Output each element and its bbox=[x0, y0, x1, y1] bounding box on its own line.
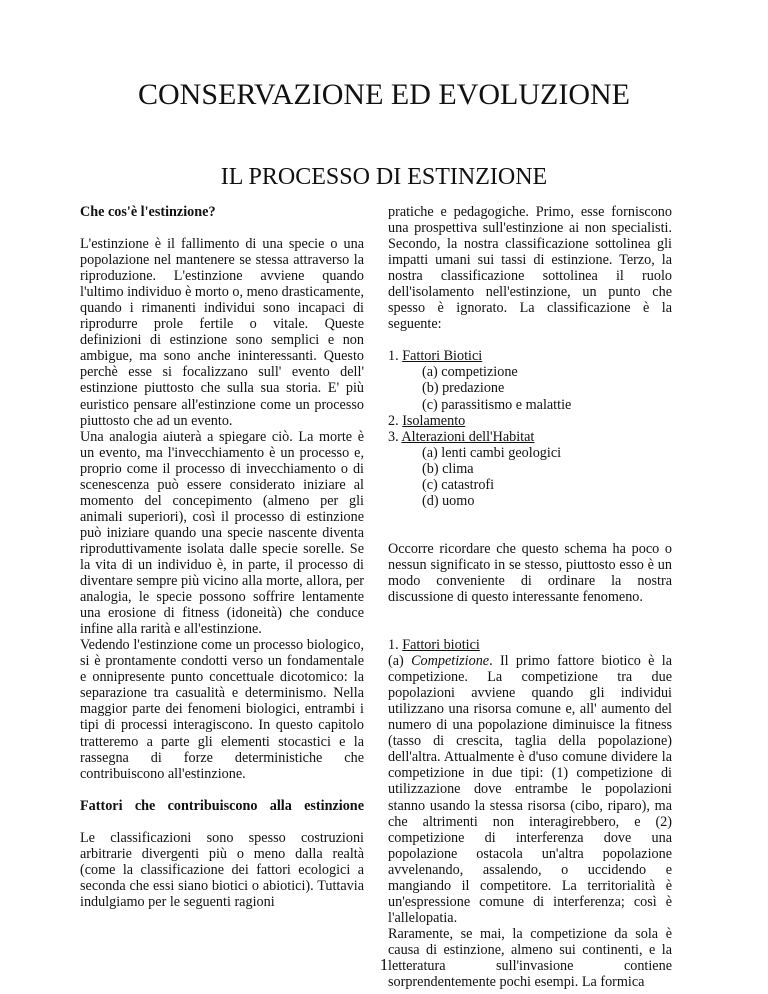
section-heading-what-is-extinction: Che cos'è l'estinzione? bbox=[80, 204, 216, 220]
list-subitem: (b) clima bbox=[422, 460, 474, 477]
page-number: 1 bbox=[379, 955, 389, 974]
list-item-label: Fattori Biotici bbox=[402, 348, 483, 365]
list-subitem: (d) uomo bbox=[422, 492, 475, 509]
subsection-label: (a) bbox=[388, 653, 412, 670]
list-number: 3. bbox=[388, 428, 402, 445]
list-item bbox=[388, 413, 672, 429]
section-heading-factors: Fattori che contribuiscono alla estinzione bbox=[80, 797, 364, 814]
classification-list bbox=[388, 348, 672, 508]
section-heading-label: Fattori biotici bbox=[402, 637, 480, 654]
list-subitem: (a) lenti cambi geologici bbox=[422, 444, 562, 461]
document-title: CONSERVAZIONE ED EVOLUZIONE bbox=[138, 78, 630, 111]
list-subitem: (c) catastrofi bbox=[422, 476, 495, 493]
list-number: 2. bbox=[388, 412, 403, 429]
section-heading-biotic bbox=[388, 637, 672, 653]
section-number: 1. bbox=[388, 637, 403, 654]
list-item bbox=[388, 348, 672, 364]
paragraph-competition-text: . Il primo fattore biotico è la competizione. La competizione tra due popolazioni avviene quando gli individui utilizzano una risorsa comune e, all' aumento del numero di una popolazione diminuisce la fitness (tasso di crescita, taglia della popolazione) dell'altra. Attualmente è d'uso comune dividere la competizione in due tipi: (1) competizione di utilizzazione dove entrambe le popolazioni stanno usando la stessa risorsa (cibo, riparo), ma che altrimenti non interagirebbero, e (2) competizione di interferenza dove una popolazione ostacola un'altra popolazione avvelenando, assalendo, o uccidendo e mangiando il competitore. La territorialità è un'espressione comune di interferenza; così è l'allelopatia. bbox=[388, 653, 673, 926]
paragraph-competition bbox=[388, 653, 672, 926]
paragraph-biological-process: Vedendo l'estinzione come un processo biologico, si è prontamente condotti verso un fondamentale e onnipresente punto concettuale dicotomico: la separazione tra casualità e determinismo. Nella maggior parte dei fenomeni biologici, entrambi i tipi di processi interagiscono. In questo capitolo tratteremo a parte gli elementi stocastici e la rassegna di forze deterministiche che contribuiscono all'estinzione. bbox=[80, 637, 364, 782]
list-subitem: (b) predazione bbox=[422, 380, 505, 397]
list-item bbox=[388, 429, 672, 445]
paragraph-reasons: pratiche e pedagogiche. Primo, esse forniscono una prospettiva sull'estinzione ai non specialisti. Secondo, la nostra classificazione sottolinea gli impatti umani sui tassi di estinzione. Terzo, la nostra classificazione sottolinea il ruolo dell'isolamento nell'estinzione, un punto che spesso è ignorato. La classificazione è la seguente: bbox=[388, 204, 672, 333]
chapter-title: IL PROCESSO DI ESTINZIONE bbox=[220, 164, 548, 190]
list-subitem: (c) parassitismo e malattie bbox=[422, 396, 572, 413]
paragraph-classifications: Le classificazioni sono spesso costruzioni arbitrarie divergenti più o meno dalla realtà (come la classificazione dei fattori ecologici a seconda che essi siano biotici o abiotici). Tuttavia indulgiamo per le seguenti ragioni bbox=[80, 829, 364, 910]
left-column bbox=[80, 204, 364, 910]
list-number: 1. bbox=[388, 348, 403, 365]
list-item-label: Alterazioni dell'Habitat bbox=[401, 428, 535, 445]
paragraph-definition: L'estinzione è il fallimento di una specie o una popolazione nel mantenere se stessa attraverso la riproduzione. L'estinzione avviene quando l'ultimo individuo è morto o, meno drasticamente, quando i rimanenti individui sono incapaci di riprodurre prole fertile o vitale. Queste definizioni di estinzione sono semplici e non ambigue, ma sono anche ininteressanti. Questo perchè esse si focalizzano sull' evento dell' estinzione piuttosto che sulla sua storia. E' più euristico pensare all'estinzione come un processo piuttosto che ad un evento. bbox=[80, 236, 364, 429]
list-subitem: (a) competizione bbox=[422, 364, 518, 381]
term-competition: Competizione bbox=[411, 653, 490, 670]
right-column bbox=[388, 204, 672, 990]
paragraph-scheme-note: Occorre ricordare che questo schema ha poco o nessun significato in se stesso, piuttosto esso è un modo conveniente di ordinare la nostra discussione di questo interessante fenomeno. bbox=[388, 540, 672, 605]
paragraph-rarely: Raramente, se mai, la competizione da sola è causa di estinzione, almeno sui continenti, e la letteratura sull'invasione contiene sorprendentemente pochi esempi. La formica bbox=[388, 925, 672, 991]
list-item-label: Isolamento bbox=[402, 412, 466, 429]
paragraph-analogy: Una analogia aiuterà a spiegare ciò. La morte è un evento, ma l'invecchiamento è un processo e, proprio come il processo di invecchiamento o di scenescenza può essere considerato iniziare al momento del concepimento (almeno per gli animali superiori), così il processo di estinzione può iniziare quando una specie nascente diventa riproduttivamente isolata dalle specie sorelle. Se la vita di un individuo è, in parte, il processo di diventare sempre più vicino alla morte, allora, per analogia, le specie possono soffrire lentamente una erosione di fitness (idoneità) che conduce infine alla rarità e all'estinzione. bbox=[80, 428, 364, 638]
